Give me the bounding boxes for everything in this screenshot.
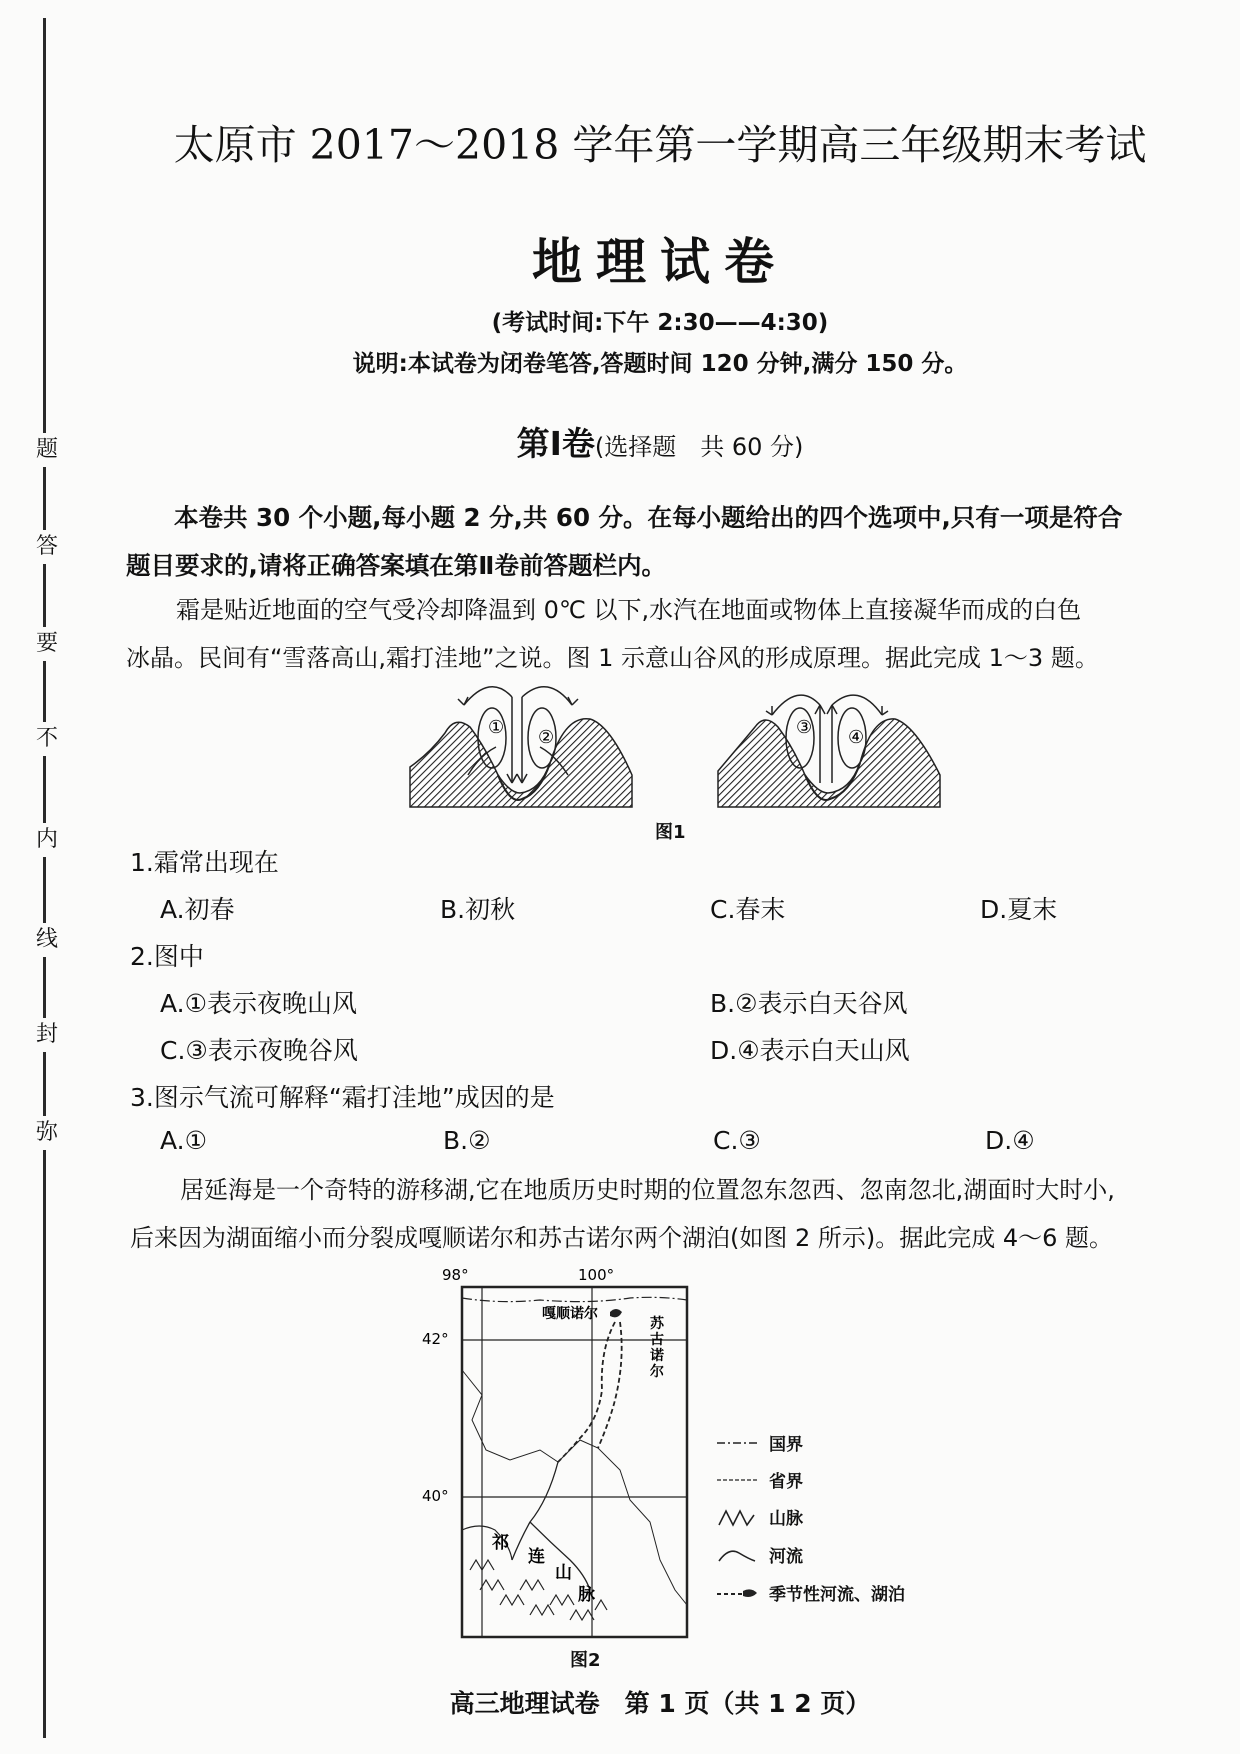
passage-frost: [126, 586, 1216, 682]
margin-char: 题: [30, 433, 64, 467]
mountain-label: 连: [528, 1547, 545, 1567]
national-border-symbol: [715, 1438, 759, 1448]
question-2-option-c[interactable]: C.③表示夜晚谷风: [160, 1036, 358, 1065]
question-3-option-c[interactable]: C.③: [713, 1126, 761, 1155]
lake-gashun-label: 嘎顺诺尔: [542, 1306, 598, 1322]
question-3-option-a[interactable]: A.①: [160, 1126, 208, 1155]
section-instructions: [126, 494, 1206, 590]
mountain-label: 祁: [492, 1533, 509, 1553]
section-title: 第Ⅰ卷: [516, 424, 595, 463]
instruction-line: 本卷共 30 个小题,每小题 2 分,共 60 分。在每小题给出的四个选项中,只有一项是符合: [174, 503, 1123, 532]
legend-seasonal: [715, 1580, 905, 1605]
exam-title: 太原市 2017～2018 学年第一学期高三年级期末考试: [173, 121, 1147, 169]
legend-national-border: [715, 1430, 803, 1455]
map-longitude-label: 100°: [578, 1266, 615, 1284]
binding-margin-line: [43, 18, 46, 1738]
question-2-option-b[interactable]: B.②表示白天谷风: [710, 989, 908, 1018]
legend-label: 季节性河流、湖泊: [769, 1585, 905, 1605]
figure1-label: ④: [848, 727, 865, 748]
lake-sugu-label: 尔: [650, 1364, 664, 1380]
legend-label: 国界: [769, 1435, 803, 1455]
question-2-option-a[interactable]: A.①表示夜晚山风: [160, 989, 358, 1018]
mountain-symbol-icon: [715, 1507, 759, 1527]
question-3-option-d[interactable]: D.④: [985, 1126, 1035, 1155]
instruction-line: 题目要求的,请将正确答案填在第Ⅱ卷前答题栏内。: [126, 551, 666, 580]
map-latitude-label: 40°: [422, 1487, 449, 1505]
figure1-caption: 图1: [655, 822, 686, 843]
exam-note: 说明:本试卷为闭卷笔答,答题时间 120 分钟,满分 150 分。: [352, 351, 968, 377]
legend-provincial-border: [715, 1467, 803, 1492]
subject-title: 地理试卷: [532, 233, 788, 291]
map-longitude-label: 98°: [442, 1266, 469, 1284]
margin-char: 封: [30, 1018, 64, 1052]
seasonal-river-lake-symbol-icon: [715, 1585, 759, 1601]
lake-sugu-label: 古: [650, 1332, 664, 1348]
legend-mountain: [715, 1504, 803, 1529]
map-latitude-label: 42°: [422, 1330, 449, 1348]
river-symbol-icon: [715, 1545, 759, 1565]
section-subtitle: (选择题 共 60 分): [594, 433, 804, 461]
question-3-option-b[interactable]: B.②: [443, 1126, 491, 1155]
lake-sugu-label: 苏: [650, 1316, 664, 1332]
question-2-stem: 2.图中: [130, 942, 204, 971]
figure1-valley-wind-diagram: [400, 675, 960, 815]
figure2-map: [420, 1260, 700, 1642]
question-1-option-b[interactable]: B.初秋: [440, 895, 516, 924]
question-2-option-d[interactable]: D.④表示白天山风: [710, 1036, 910, 1065]
figure1-label: ③: [796, 717, 813, 738]
lake-sugu-label: 诺: [650, 1348, 664, 1364]
mountain-label: 脉: [578, 1585, 595, 1605]
figure2-caption: 图2: [570, 1650, 601, 1671]
figure1-label: ②: [538, 727, 555, 748]
margin-char: 不: [30, 722, 64, 756]
section-heading: [130, 418, 1190, 465]
provincial-border-symbol: [715, 1475, 759, 1485]
figure1-label: ①: [488, 717, 505, 738]
margin-char: 答: [30, 530, 64, 564]
question-1-stem: 1.霜常出现在: [130, 848, 279, 877]
passage-line: 冰晶。民间有“雪落高山,霜打洼地”之说。图 1 示意山谷风的形成原理。据此完成 1～3 题。: [126, 644, 1099, 672]
question-1-option-a[interactable]: A.初春: [160, 895, 235, 924]
legend-river: [715, 1542, 803, 1567]
question-1-option-c[interactable]: C.春末: [710, 895, 786, 924]
question-1-option-d[interactable]: D.夏末: [980, 895, 1058, 924]
legend-label: 山脉: [769, 1509, 803, 1529]
passage-line: 霜是贴近地面的空气受冷却降温到 0℃ 以下,水汽在地面或物体上直接凝华而成的白色: [176, 596, 1082, 624]
margin-char: 线: [30, 923, 64, 957]
legend-label: 省界: [769, 1472, 803, 1492]
legend-label: 河流: [769, 1547, 803, 1567]
exam-time: (考试时间:下午 2:30——4:30): [491, 310, 829, 336]
mountain-label: 山: [555, 1563, 572, 1583]
margin-char: 内: [30, 823, 64, 857]
margin-char: 弥: [30, 1116, 64, 1150]
page-footer: 高三地理试卷 第 1 页（共 1 2 页）: [449, 1689, 871, 1718]
passage-line: 居延海是一个奇特的游移湖,它在地质历史时期的位置忽东忽西、忽南忽北,湖面时大时小,: [180, 1176, 1115, 1204]
passage-juyanhai: [130, 1166, 1220, 1262]
passage-line: 后来因为湖面缩小而分裂成嘎顺诺尔和苏古诺尔两个湖泊(如图 2 所示)。据此完成 4～6 题。: [130, 1224, 1114, 1252]
question-3-stem: 3.图示气流可解释“霜打洼地”成因的是: [130, 1083, 555, 1112]
margin-char: 要: [30, 627, 64, 661]
